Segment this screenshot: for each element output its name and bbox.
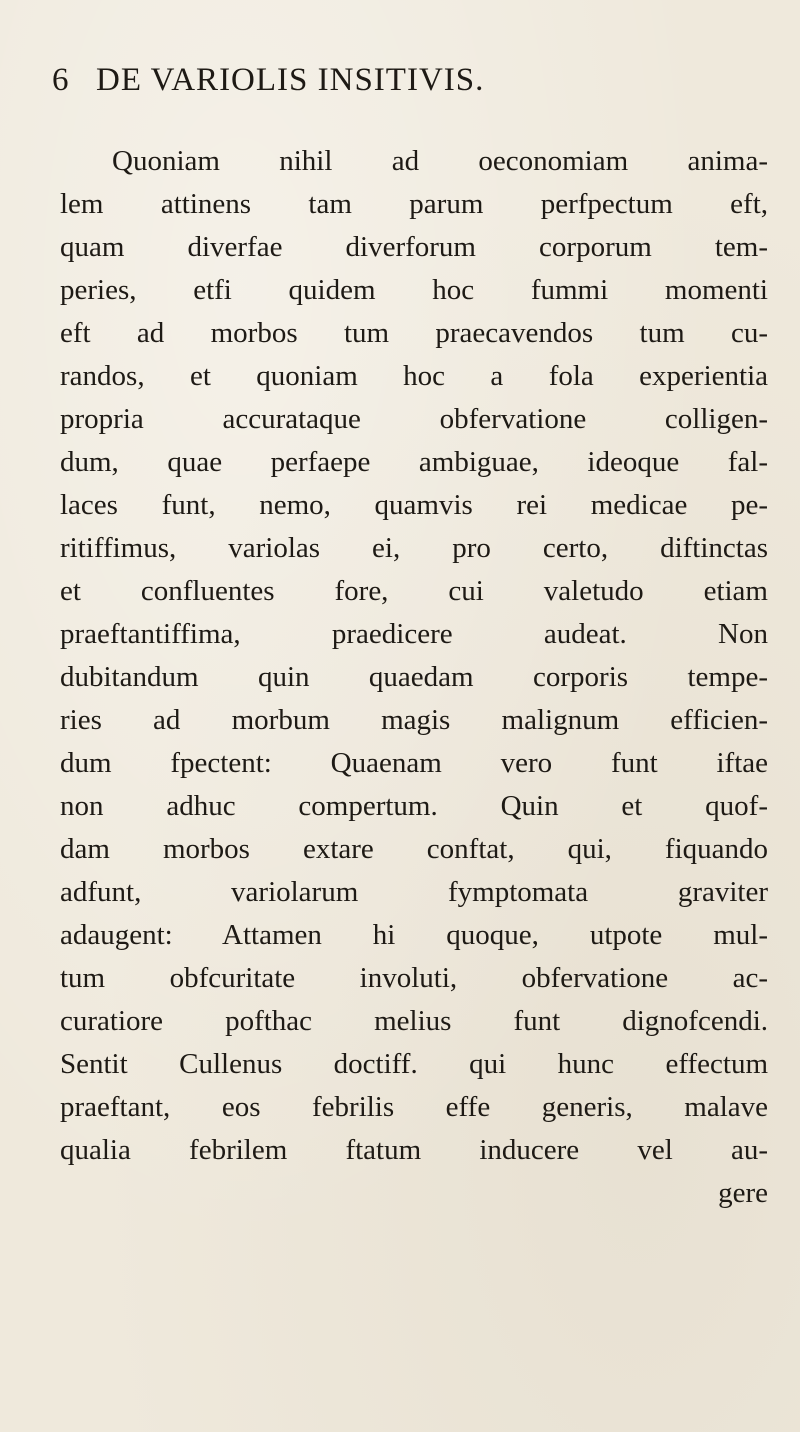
running-title: DE VARIOLIS INSITIVIS.	[96, 62, 485, 98]
text-line: quam diverfae diverforum corporum tem-	[60, 231, 768, 263]
text-line: praeftant, eos febrilis effe generis, malave	[60, 1091, 768, 1123]
text-line: lem attinens tam parum perfpectum eft,	[60, 188, 768, 220]
text-line: tum obfcuritate involuti, obfervatione ac-	[60, 962, 768, 994]
text-line: dum, quae perfaepe ambiguae, ideoque fal-	[60, 446, 768, 478]
text-line: qualia febrilem ftatum inducere vel au-	[60, 1134, 768, 1166]
text-line: et confluentes fore, cui valetudo etiam	[60, 575, 768, 607]
text-line: dum fpectent: Quaenam vero funt iftae	[60, 747, 768, 779]
text-line: dam morbos extare conftat, qui, fiquando	[60, 833, 768, 865]
text-line: curatiore pofthac melius funt dignofcendi.	[60, 1005, 768, 1037]
text-line: ries ad morbum magis malignum efficien-	[60, 704, 768, 736]
catchword: gere	[718, 1177, 768, 1209]
page-number: 6	[52, 62, 70, 98]
text-line: non adhuc compertum. Quin et quof-	[60, 790, 768, 822]
body-text	[60, 140, 768, 1215]
text-line: Sentit Cullenus doctiff. qui hunc effectum	[60, 1048, 768, 1080]
text-line: propria accurataque obfervatione colligen-	[60, 403, 768, 435]
text-line: adfunt, variolarum fymptomata graviter	[60, 876, 768, 908]
text-line: laces funt, nemo, quamvis rei medicae pe-	[60, 489, 768, 521]
text-line: praeftantiffima, praedicere audeat. Non	[60, 618, 768, 650]
text-line: dubitandum quin quaedam corporis tempe-	[60, 661, 768, 693]
text-line: Quoniam nihil ad oeconomiam anima-	[112, 145, 768, 177]
text-line: ritiffimus, variolas ei, pro certo, diftinctas	[60, 532, 768, 564]
text-line: peries, etfi quidem hoc fummi momenti	[60, 274, 768, 306]
running-head	[52, 62, 772, 102]
text-line: randos, et quoniam hoc a fola experientia	[60, 360, 768, 392]
text-line: eft ad morbos tum praecavendos tum cu-	[60, 317, 768, 349]
text-line: adaugent: Attamen hi quoque, utpote mul-	[60, 919, 768, 951]
